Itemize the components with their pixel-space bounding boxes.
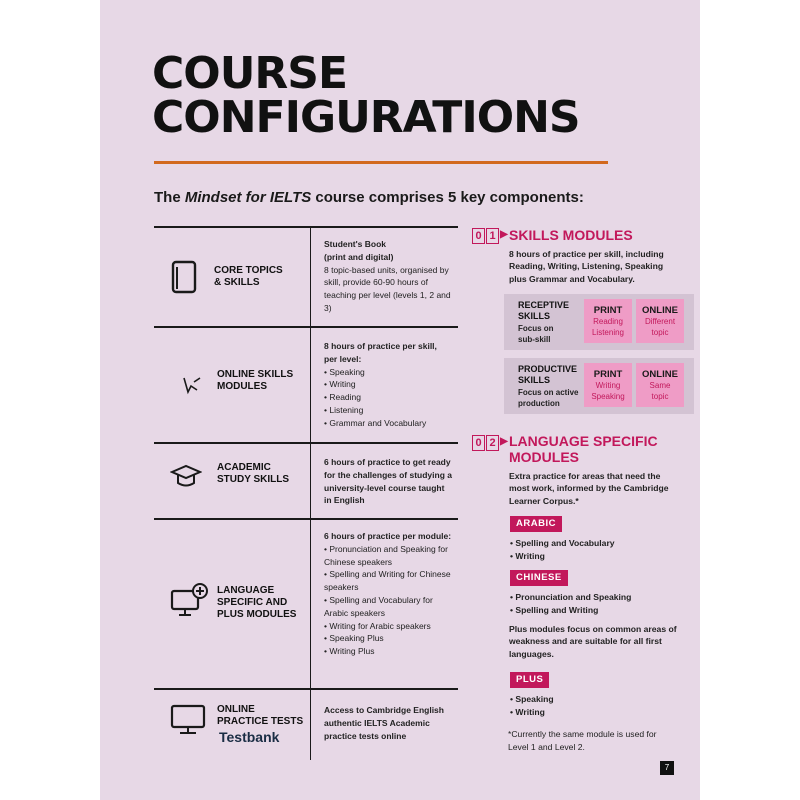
table-row — [154, 326, 458, 328]
row-label-online-skills: ONLINE SKILLS MODULES — [217, 369, 294, 392]
chinese-list — [510, 591, 631, 617]
list-item: • Writing — [510, 550, 615, 563]
list-item: • Listening — [324, 404, 452, 417]
row-label-core-topics: CORE TOPICS & SKILLS — [214, 265, 283, 288]
online-pill: ONLINE Same topic — [636, 363, 684, 407]
box-title: PRODUCTIVE SKILLS — [518, 364, 578, 385]
list-item: • Writing for Arabic speakers — [324, 620, 452, 633]
online-pill: ONLINE Different topic — [636, 299, 684, 343]
table-row — [154, 688, 458, 690]
list-item: • Pronunciation and Speaking — [510, 591, 631, 604]
plus-list — [510, 693, 554, 719]
monitor-plus-icon — [170, 583, 210, 624]
monitor-icon — [170, 704, 206, 741]
language-modules-heading: LANGUAGE SPECIFIC MODULES — [509, 433, 658, 465]
section-number-01: 0 1 ▶ — [472, 228, 508, 244]
chinese-tag: CHINESE — [510, 570, 568, 586]
intro-text: The Mindset for IELTS course comprises 5 key components: — [154, 189, 584, 206]
list-item: • Reading — [324, 391, 452, 404]
list-item: • Grammar and Vocabulary — [324, 417, 452, 430]
table-row — [154, 518, 458, 520]
graduation-cap-icon — [170, 463, 202, 494]
list-item: • Pronunciation and Speaking for Chinese speakers — [324, 543, 452, 569]
list-item: • Writing — [510, 706, 554, 719]
skills-modules-heading: SKILLS MODULES — [509, 227, 633, 243]
list-item: • Spelling and Vocabulary — [510, 537, 615, 550]
section-number-02: 0 2 ▶ — [472, 435, 508, 451]
language-modules-text: Extra practice for areas that need the most work, informed by the Cambridge Learner Corpus.* — [509, 471, 669, 506]
page-number: 7 — [660, 761, 674, 775]
receptive-skills-box — [504, 294, 694, 350]
list-item: • Spelling and Writing for Chinese speakers — [324, 568, 452, 594]
list-item: • Spelling and Vocabulary for Arabic speakers — [324, 594, 452, 620]
page-title — [152, 48, 580, 143]
plus-modules-text: Plus modules focus on common areas of weakness and are suitable for all first languages. — [509, 624, 677, 659]
table-divider — [310, 226, 311, 760]
table-row — [154, 442, 458, 444]
book-icon — [171, 260, 197, 299]
print-pill: PRINT Writing Speaking — [584, 363, 632, 407]
cursor-click-icon — [180, 374, 204, 401]
testbank-logo: Testbank — [219, 729, 280, 745]
row-label-language-modules: LANGUAGE SPECIFIC AND PLUS MODULES — [217, 585, 297, 620]
arabic-tag: ARABIC — [510, 516, 562, 532]
title-line-2: CONFIGURATIONS — [152, 92, 580, 143]
list-item: • Speaking Plus — [324, 632, 452, 645]
plus-tag: PLUS — [510, 672, 549, 688]
box-subtitle: Focus on sub-skill — [518, 324, 554, 344]
title-line-1: COURSE — [152, 48, 348, 99]
box-subtitle: Focus on active production — [518, 388, 579, 408]
row-desc-language-modules: 6 hours of practice per module: • Pronunciation and Speaking for Chinese speakers • Spelling and Writing for Chinese speakers • Spelling and Vocabulary for Arabic speakers • Writing for Arabic speakers • Speaking Plus • Writing Plus — [324, 530, 452, 658]
productive-skills-box — [504, 358, 694, 414]
row-desc-online-skills: 8 hours of practice per skill, per level: • Speaking • Writing • Reading • Listening • Grammar and Vocabulary — [324, 340, 452, 430]
print-pill: PRINT Reading Listening — [584, 299, 632, 343]
footnote: *Currently the same module is used for Level 1 and Level 2. — [508, 729, 657, 752]
row-label-academic-skills: ACADEMIC STUDY SKILLS — [217, 462, 290, 485]
list-item: • Spelling and Writing — [510, 604, 631, 617]
list-item: • Speaking — [510, 693, 554, 706]
row-desc-core-topics: Student's Book (print and digital) 8 topic-based units, organised by skill, provide 60-90 hours of teaching per level (levels 1, 2 and 3) — [324, 239, 451, 313]
row-desc-academic-skills: 6 hours of practice to get ready for the challenges of studying a university-level course taught in English — [324, 457, 452, 506]
list-item: • Writing Plus — [324, 645, 452, 658]
skills-modules-text: 8 hours of practice per skill, including Reading, Writing, Listening, Speaking plus Grammar and Vocabulary. — [509, 249, 664, 284]
list-item: • Speaking — [324, 366, 452, 379]
box-title: RECEPTIVE SKILLS — [518, 300, 570, 321]
table-row — [154, 226, 458, 228]
list-item: • Writing — [324, 378, 452, 391]
row-desc-practice-tests: Access to Cambridge English authentic IELTS Academic practice tests online — [324, 705, 444, 741]
course-name: Mindset for IELTS — [184, 189, 312, 206]
title-divider — [154, 161, 608, 164]
arabic-list — [510, 537, 615, 563]
row-label-practice-tests: ONLINE PRACTICE TESTS — [217, 704, 304, 727]
